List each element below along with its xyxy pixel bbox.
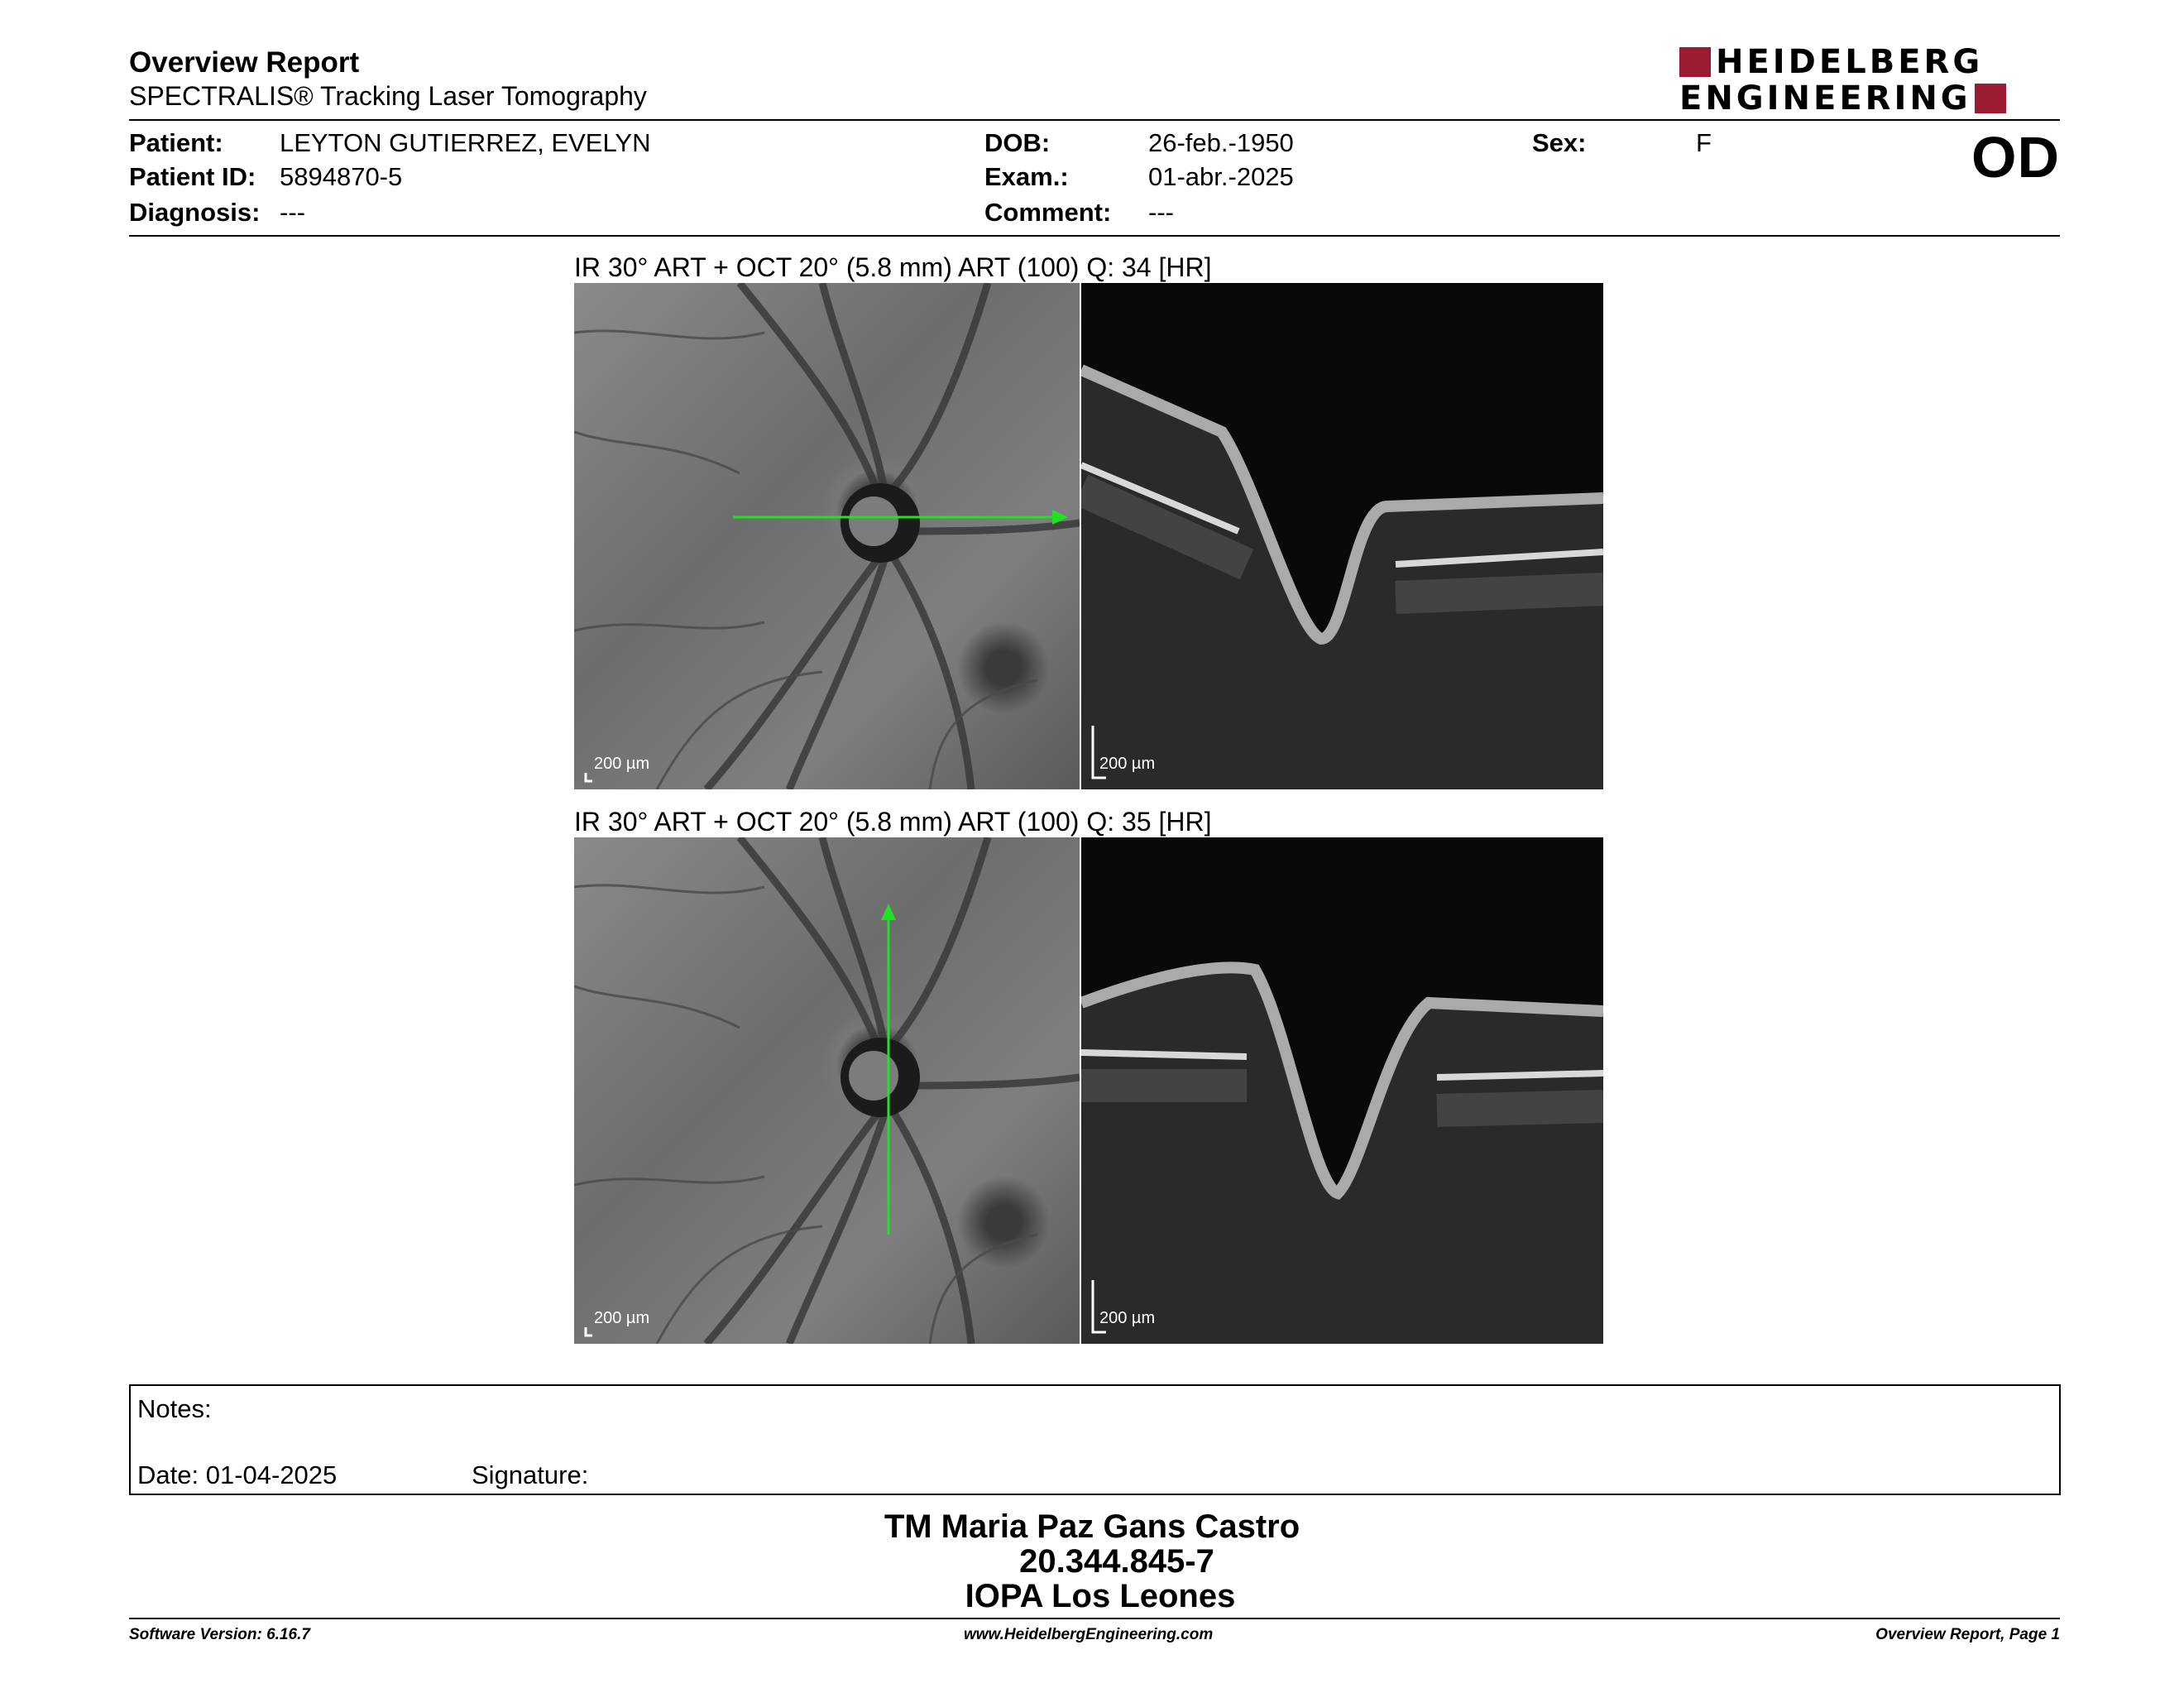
scan-1-oct-drawing: [1081, 283, 1603, 789]
logo-line-2: ENGINEERING: [1679, 79, 1971, 117]
scan-1-oct-scale: 200 µm: [1099, 755, 1156, 773]
scan-1-fundus-drawing: [574, 283, 1080, 789]
patient-divider: [129, 235, 2060, 237]
signatory-institution: IOPA Los Leones: [965, 1578, 1236, 1614]
logo-line-1: HEIDELBERG: [1716, 43, 1984, 81]
scan-1-ir-fundus-image: [574, 283, 1080, 789]
notes-box: [129, 1384, 2061, 1495]
patient-value: LEYTON GUTIERREZ, EVELYN: [280, 128, 651, 157]
diagnosis-label: Diagnosis:: [129, 198, 261, 227]
sex-label: Sex:: [1532, 128, 1587, 157]
scan-2-oct-scale: 200 µm: [1099, 1309, 1156, 1327]
software-version: Software Version: 6.16.7: [129, 1626, 310, 1643]
exam-value: 01-abr.-2025: [1148, 162, 1294, 191]
signatory-name: TM Maria Paz Gans Castro: [884, 1508, 1300, 1545]
report-title: Overview Report: [129, 46, 360, 79]
diagnosis-value: ---: [280, 198, 305, 227]
scan-1-title: IR 30° ART + OCT 20° (5.8 mm) ART (100) Q: 34 [HR]: [574, 252, 1212, 282]
comment-label: Comment:: [984, 198, 1112, 227]
scan-1-ir-scale: 200 µm: [594, 755, 650, 773]
footer-divider: [129, 1618, 2060, 1619]
dob-label: DOB:: [984, 128, 1051, 157]
report-subtitle: SPECTRALIS® Tracking Laser Tomography: [129, 81, 647, 111]
scan-2-oct-drawing: [1081, 837, 1603, 1344]
scan-2-fundus-drawing: [574, 837, 1080, 1344]
scan-2-title: IR 30° ART + OCT 20° (5.8 mm) ART (100) Q: 35 [HR]: [574, 807, 1212, 837]
logo-square-icon: [1975, 84, 2006, 113]
header-divider: [129, 119, 2060, 121]
signature-label: Signature:: [472, 1460, 589, 1489]
logo-square-icon: [1679, 47, 1711, 77]
scan-2-ir-fundus-image: [574, 837, 1080, 1344]
patient-label: Patient:: [129, 128, 223, 157]
exam-label: Exam.:: [984, 162, 1069, 191]
website-link[interactable]: www.HeidelbergEngineering.com: [964, 1626, 1214, 1643]
scan-2-ir-scale: 200 µm: [594, 1309, 650, 1327]
heidelberg-logo: [1679, 43, 2060, 117]
patient-id-label: Patient ID:: [129, 162, 256, 191]
scan-2-oct-bscan-image: [1081, 837, 1603, 1344]
dob-value: 26-feb.-1950: [1148, 128, 1294, 157]
sex-value: F: [1696, 128, 1712, 157]
comment-value: ---: [1148, 198, 1174, 227]
signatory-rut: 20.344.845-7: [1019, 1543, 1214, 1580]
eye-indicator: OD: [1971, 125, 2060, 189]
notes-date: Date: 01-04-2025: [137, 1460, 338, 1489]
patient-id-value: 5894870-5: [280, 162, 403, 191]
scan-1-oct-bscan-image: [1081, 283, 1603, 789]
notes-label: Notes:: [137, 1394, 212, 1423]
page-indicator: Overview Report, Page 1: [1875, 1626, 2060, 1643]
